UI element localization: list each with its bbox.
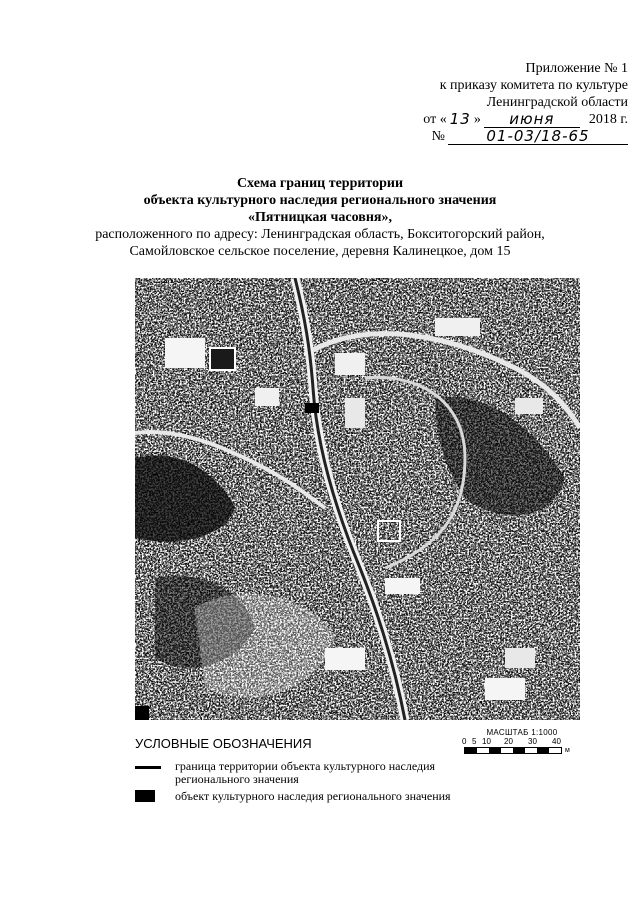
legend-boundary-label: граница территории объекта культурного наследия регионального значения <box>175 759 436 786</box>
building <box>385 578 420 594</box>
title-line-3: «Пятницкая часовня», <box>248 210 392 225</box>
appendix-title: Приложение № 1 <box>525 61 628 76</box>
legend-object-label: объект культурного наследия регионального значения <box>175 789 451 803</box>
legend-object <box>135 790 451 803</box>
scale-tick: 30 <box>528 737 537 746</box>
scale-tick: 0 <box>462 737 467 746</box>
scale-tick: 40 <box>552 737 561 746</box>
building <box>335 353 365 375</box>
building <box>505 648 535 668</box>
building <box>435 318 480 336</box>
object-symbol <box>135 790 155 802</box>
boundary-line-symbol <box>135 766 161 769</box>
scale-tick: 20 <box>504 737 513 746</box>
building <box>255 388 279 406</box>
number-prefix: № <box>431 129 445 144</box>
address-line-1: расположенного по адресу: Ленинградская область, Бокситогорский район, <box>95 227 545 242</box>
appendix-order-line: к приказу комитета по культуре <box>439 78 628 93</box>
aerial-map <box>135 278 580 720</box>
scale-unit: м <box>565 747 570 754</box>
building <box>325 648 365 670</box>
date-day: 13 <box>449 110 471 128</box>
heritage-object <box>305 403 319 413</box>
title-line-1: Схема границ территории <box>236 176 404 191</box>
scale-bar <box>462 728 582 754</box>
address-line-2: Самойловское сельское поселение, деревня Калинецкое, дом 15 <box>129 244 511 259</box>
date-prefix: от « <box>423 112 447 127</box>
appendix-number <box>368 128 628 145</box>
title-line-2: объекта культурного наследия регионального значения <box>143 193 497 208</box>
scale-tick: 10 <box>482 737 491 746</box>
aerial-photo <box>135 278 580 720</box>
building <box>485 678 525 700</box>
scheme-title <box>60 175 580 260</box>
scale-caption: МАСШТАБ 1:1000 <box>486 728 558 737</box>
date-month: июня <box>484 111 580 128</box>
map-corner-block <box>135 706 149 720</box>
date-year: 2018 г. <box>588 112 628 127</box>
legend-boundary <box>135 760 465 786</box>
scale-tick: 5 <box>472 737 477 746</box>
scale-ticks <box>462 737 582 747</box>
building <box>515 398 543 414</box>
legend-title: УСЛОВНЫЕ ОБОЗНАЧЕНИЯ <box>135 736 312 751</box>
date-mid: » <box>473 112 481 127</box>
number-value: 01-03/18-65 <box>448 128 628 145</box>
building <box>165 338 205 368</box>
appendix-region-line: Ленинградской области <box>486 95 628 110</box>
appendix-date <box>368 111 628 128</box>
building <box>345 398 365 428</box>
scale-bar-graphic <box>464 747 562 754</box>
appendix-header <box>368 60 628 145</box>
building <box>210 348 235 370</box>
